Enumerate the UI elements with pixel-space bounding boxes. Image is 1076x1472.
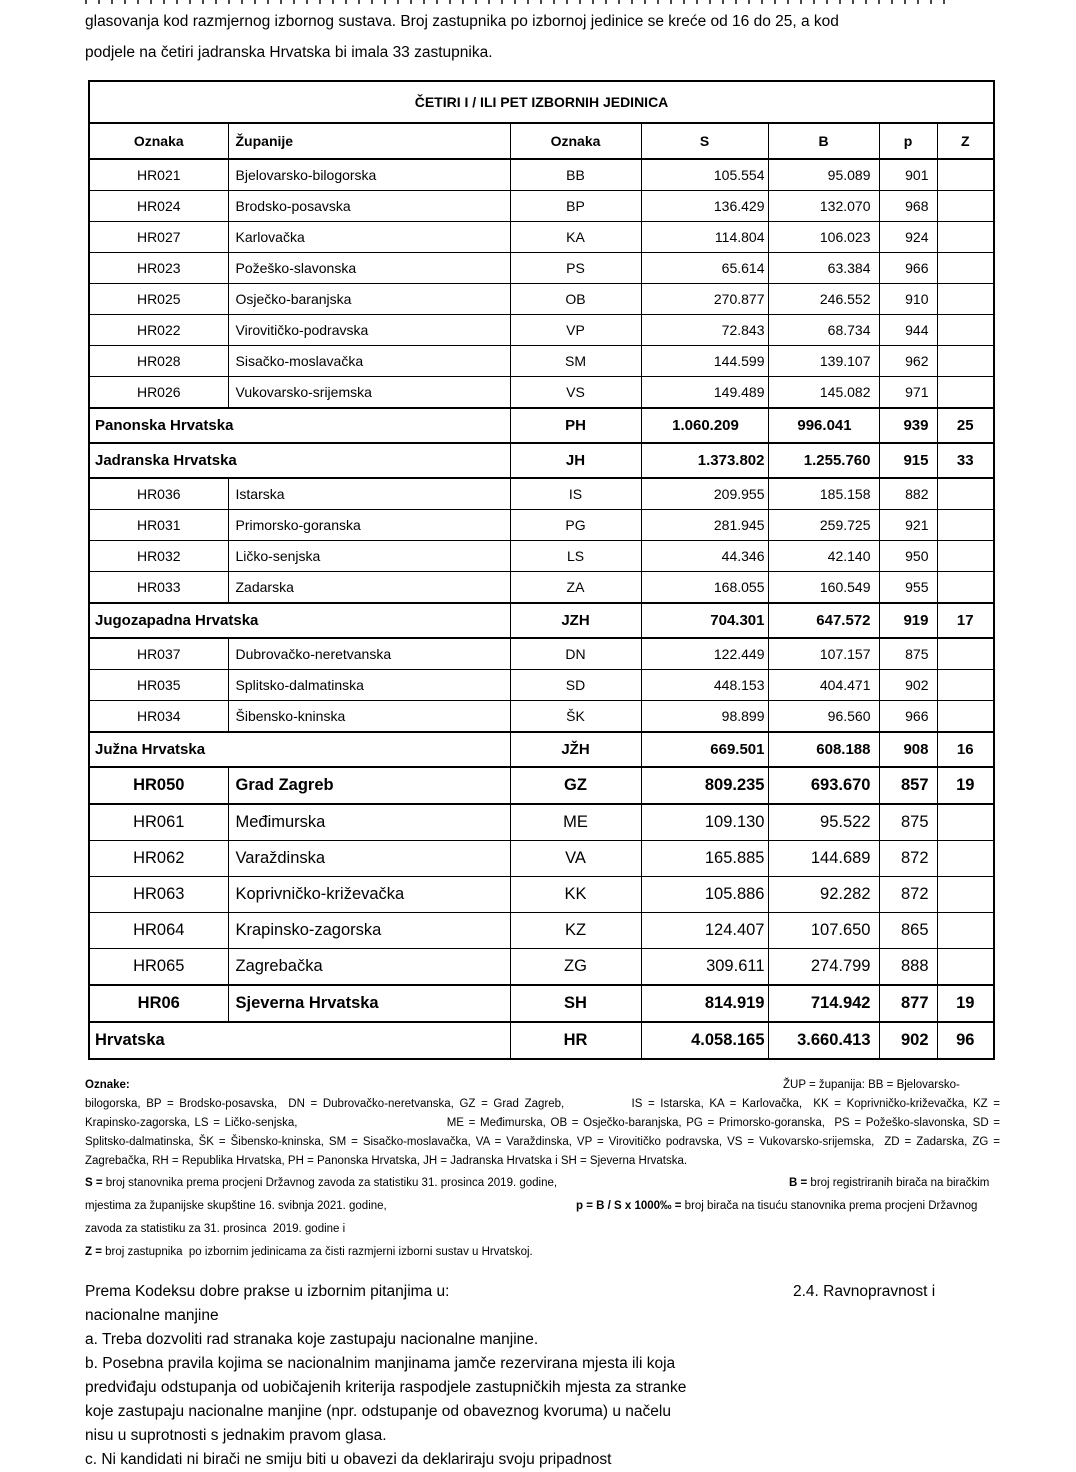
footnote-line xyxy=(85,1076,1000,1095)
footnote-text: Krapinsko-zagorska, LS = Ličko-senjska, ME = Međimurska, OB = Osječko-baranjska, PG = Primorsko-goranska, PS = Požeško-slavonska, SD = xyxy=(85,1117,1000,1129)
cell-county: Zadarska xyxy=(228,572,510,604)
cell-voters-b: 106.023 xyxy=(768,222,879,253)
cell-region: Južna Hrvatska xyxy=(89,732,510,767)
cell-seats-z: 17 xyxy=(937,603,994,638)
cell-abbr: KA xyxy=(510,222,641,253)
paragraph-text: c. Ni kandidati ni birači ne smiju biti u obavezi da deklariraju svoju pripadnost xyxy=(85,1451,612,1468)
footnote-line xyxy=(85,1243,1000,1262)
footnote-right-column xyxy=(783,1076,960,1095)
footnote-line xyxy=(85,1220,1000,1239)
footnote-text: ŽUP = županija: BB = Bjelovarsko- xyxy=(783,1079,960,1091)
paragraph-text: predviđaju odstupanja od uobičajenih kriterija raspodjele zastupničkih mjesta za stranke xyxy=(85,1379,687,1396)
cell-ratio-p: 875 xyxy=(879,804,937,841)
header-zupanije: Županije xyxy=(228,123,510,159)
cell-abbr: ZG xyxy=(510,949,641,986)
paragraph-line xyxy=(85,1352,1005,1376)
cell-seats-z: 19 xyxy=(937,767,994,804)
footnote-line xyxy=(85,1095,1000,1114)
cell-code: HR026 xyxy=(89,377,228,409)
cell-abbr: VS xyxy=(510,377,641,409)
cell-code: HR065 xyxy=(89,949,228,986)
cell-voters-b: 246.552 xyxy=(768,284,879,315)
paragraph-line xyxy=(85,1400,1005,1424)
cell-county: Grad Zagreb xyxy=(228,767,510,804)
cell-voters-b: 139.107 xyxy=(768,346,879,377)
paragraph-right-text: 2.4. Ravnopravnost i xyxy=(793,1283,936,1300)
table-row xyxy=(89,949,994,986)
table-row xyxy=(89,732,994,767)
table-row xyxy=(89,603,994,638)
cell-abbr: JŽH xyxy=(510,732,641,767)
cell-county: Zagrebačka xyxy=(228,949,510,986)
footnote-line xyxy=(85,1174,1000,1193)
cell-ratio-p: 966 xyxy=(879,253,937,284)
paragraph-text: nisu u suprotnosti s jednakim pravom glasa. xyxy=(85,1427,387,1444)
paragraph-text: koje zastupaju nacionalne manjine (npr. odstupanje od obaveznog kvoruma) u načelu xyxy=(85,1403,671,1420)
cell-population-s: 98.899 xyxy=(641,701,768,733)
table-row xyxy=(89,253,994,284)
table-title-row xyxy=(89,81,994,123)
cell-voters-b: 714.942 xyxy=(768,985,879,1022)
cell-population-s: 814.919 xyxy=(641,985,768,1022)
cell-population-s: 1.373.802 xyxy=(641,443,768,478)
cell-voters-b: 63.384 xyxy=(768,253,879,284)
cell-code: HR033 xyxy=(89,572,228,604)
cell-county: Karlovačka xyxy=(228,222,510,253)
paragraph-line xyxy=(85,1424,1005,1448)
cell-county: Istarska xyxy=(228,478,510,510)
cell-ratio-p: 901 xyxy=(879,159,937,191)
cell-seats-z xyxy=(937,670,994,701)
footnote-term: S = xyxy=(85,1177,106,1189)
paragraph-text: Prema Kodeksu dobre prakse u izbornim pitanjima u: xyxy=(85,1283,450,1300)
cell-population-s: 809.235 xyxy=(641,767,768,804)
cell-county: Brodsko-posavska xyxy=(228,191,510,222)
cell-county: Požeško-slavonska xyxy=(228,253,510,284)
cell-population-s: 72.843 xyxy=(641,315,768,346)
cell-abbr: IS xyxy=(510,478,641,510)
cell-abbr: SM xyxy=(510,346,641,377)
cell-seats-z xyxy=(937,913,994,949)
cell-ratio-p: 966 xyxy=(879,701,937,733)
paragraph-line xyxy=(85,1280,1005,1304)
cell-abbr: HR xyxy=(510,1022,641,1059)
footnote-text: broj birača na tisuću stanovnika prema procjeni Državnog xyxy=(684,1200,978,1212)
footnote-text: Splitsko-dalmatinska, ŠK = Šibensko-kninska, SM = Sisačko-moslavačka, VA = Varaždinska, VP = Virovitičko podravska, VS = Vukovarsko-srijemska, ZD = Zadarska, ZG = xyxy=(85,1136,1000,1148)
table-row xyxy=(89,346,994,377)
cell-code: HR050 xyxy=(89,767,228,804)
cell-county: Bjelovarsko-bilogorska xyxy=(228,159,510,191)
cell-code: HR062 xyxy=(89,841,228,877)
footnote-term: B = xyxy=(789,1177,811,1189)
cell-ratio-p: 971 xyxy=(879,377,937,409)
cell-voters-b: 693.670 xyxy=(768,767,879,804)
cell-code: HR023 xyxy=(89,253,228,284)
table-row xyxy=(89,985,994,1022)
cell-population-s: 168.055 xyxy=(641,572,768,604)
cell-voters-b: 1.255.760 xyxy=(768,443,879,478)
table-row xyxy=(89,541,994,572)
header-s: S xyxy=(641,123,768,159)
cell-population-s: 281.945 xyxy=(641,510,768,541)
cell-code: HR024 xyxy=(89,191,228,222)
cell-ratio-p: 888 xyxy=(879,949,937,986)
intro-line: podjele na četiri jadranska Hrvatska bi imala 33 zastupnika. xyxy=(85,44,493,61)
footnote-text: Zagrebačka, RH = Republika Hrvatska, PH = Panonska Hrvatska, JH = Jadranska Hrvatska i SH = Sjeverna Hrvatska. xyxy=(85,1155,688,1167)
table-row xyxy=(89,222,994,253)
cell-population-s: 136.429 xyxy=(641,191,768,222)
cell-county: Primorsko-goranska xyxy=(228,510,510,541)
cell-abbr: VA xyxy=(510,841,641,877)
cell-ratio-p: 872 xyxy=(879,841,937,877)
cell-ratio-p: 921 xyxy=(879,510,937,541)
cell-population-s: 105.554 xyxy=(641,159,768,191)
header-z: Z xyxy=(937,123,994,159)
cell-voters-b: 68.734 xyxy=(768,315,879,346)
electoral-units-table xyxy=(88,80,995,1060)
cell-abbr: BP xyxy=(510,191,641,222)
cell-seats-z xyxy=(937,638,994,670)
cell-county: Međimurska xyxy=(228,804,510,841)
cell-population-s: 65.614 xyxy=(641,253,768,284)
cell-seats-z xyxy=(937,804,994,841)
table-row xyxy=(89,284,994,315)
cell-voters-b: 3.660.413 xyxy=(768,1022,879,1059)
cell-ratio-p: 902 xyxy=(879,670,937,701)
cell-voters-b: 92.282 xyxy=(768,877,879,913)
cell-region: Hrvatska xyxy=(89,1022,510,1059)
cell-region: Jadranska Hrvatska xyxy=(89,443,510,478)
cell-seats-z xyxy=(937,159,994,191)
cell-seats-z xyxy=(937,949,994,986)
cell-population-s: 122.449 xyxy=(641,638,768,670)
cell-abbr: ŠK xyxy=(510,701,641,733)
cell-ratio-p: 955 xyxy=(879,572,937,604)
table-row xyxy=(89,510,994,541)
cell-abbr: KK xyxy=(510,877,641,913)
table-row xyxy=(89,701,994,733)
cell-seats-z xyxy=(937,222,994,253)
cell-seats-z xyxy=(937,346,994,377)
table-row xyxy=(89,670,994,701)
footnote-right-column xyxy=(576,1197,977,1216)
cell-county: Sjeverna Hrvatska xyxy=(228,985,510,1022)
cell-voters-b: 42.140 xyxy=(768,541,879,572)
footnote-term: Oznake: xyxy=(85,1079,130,1091)
table-row xyxy=(89,1022,994,1059)
cell-abbr: VP xyxy=(510,315,641,346)
cell-population-s: 44.346 xyxy=(641,541,768,572)
cell-county: Sisačko-moslavačka xyxy=(228,346,510,377)
cell-abbr: SD xyxy=(510,670,641,701)
paragraph-text: a. Treba dozvoliti rad stranaka koje zastupaju nacionalne manjine. xyxy=(85,1331,539,1348)
cell-region: Panonska Hrvatska xyxy=(89,408,510,443)
footnote-right-column xyxy=(789,1174,989,1193)
cell-ratio-p: 950 xyxy=(879,541,937,572)
cell-voters-b: 132.070 xyxy=(768,191,879,222)
cell-ratio-p: 872 xyxy=(879,877,937,913)
cell-code: HR022 xyxy=(89,315,228,346)
footnotes xyxy=(85,1076,1000,1262)
cell-code: HR061 xyxy=(89,804,228,841)
cell-ratio-p: 924 xyxy=(879,222,937,253)
cell-code: HR032 xyxy=(89,541,228,572)
clipped-text-fragments xyxy=(85,0,947,4)
cell-abbr: PS xyxy=(510,253,641,284)
cell-ratio-p: 857 xyxy=(879,767,937,804)
table-header-row xyxy=(89,123,994,159)
cell-code: HR021 xyxy=(89,159,228,191)
cell-voters-b: 95.089 xyxy=(768,159,879,191)
cell-seats-z: 25 xyxy=(937,408,994,443)
cell-voters-b: 96.560 xyxy=(768,701,879,733)
cell-county: Dubrovačko-neretvanska xyxy=(228,638,510,670)
cell-county: Koprivničko-križevačka xyxy=(228,877,510,913)
cell-county: Splitsko-dalmatinska xyxy=(228,670,510,701)
cell-ratio-p: 865 xyxy=(879,913,937,949)
paragraph-line xyxy=(85,1376,1005,1400)
paragraph-line xyxy=(85,1448,1005,1472)
cell-code: HR027 xyxy=(89,222,228,253)
footnote-text: zavoda za statistiku za 31. prosinca 2019. godine i xyxy=(85,1223,346,1235)
cell-county: Krapinsko-zagorska xyxy=(228,913,510,949)
cell-ratio-p: 902 xyxy=(879,1022,937,1059)
header-oznaka-2: Oznaka xyxy=(510,123,641,159)
cell-code: HR063 xyxy=(89,877,228,913)
cell-population-s: 309.611 xyxy=(641,949,768,986)
cell-population-s: 448.153 xyxy=(641,670,768,701)
paragraph-line xyxy=(85,1328,1005,1352)
cell-seats-z xyxy=(937,478,994,510)
cell-county: Osječko-baranjska xyxy=(228,284,510,315)
cell-seats-z xyxy=(937,841,994,877)
cell-ratio-p: 915 xyxy=(879,443,937,478)
cell-ratio-p: 882 xyxy=(879,478,937,510)
cell-population-s: 270.877 xyxy=(641,284,768,315)
cell-abbr: ZA xyxy=(510,572,641,604)
cell-code: HR025 xyxy=(89,284,228,315)
cell-abbr: OB xyxy=(510,284,641,315)
cell-population-s: 704.301 xyxy=(641,603,768,638)
cell-population-s: 669.501 xyxy=(641,732,768,767)
footnote-text: bilogorska, BP = Brodsko-posavska, DN = Dubrovačko-neretvanska, GZ = Grad Zagreb, IS = Istarska, KA = Karlovačka, KK = Koprivničko-križevačka, KZ = xyxy=(85,1098,1000,1110)
cell-seats-z: 33 xyxy=(937,443,994,478)
cell-seats-z xyxy=(937,315,994,346)
cell-population-s: 149.489 xyxy=(641,377,768,409)
cell-abbr: ME xyxy=(510,804,641,841)
cell-voters-b: 274.799 xyxy=(768,949,879,986)
cell-abbr: PH xyxy=(510,408,641,443)
cell-ratio-p: 944 xyxy=(879,315,937,346)
table-row xyxy=(89,841,994,877)
footnote-line xyxy=(85,1133,1000,1152)
cell-population-s: 165.885 xyxy=(641,841,768,877)
cell-ratio-p: 919 xyxy=(879,603,937,638)
table-row xyxy=(89,408,994,443)
cell-seats-z: 19 xyxy=(937,985,994,1022)
cell-seats-z xyxy=(937,541,994,572)
cell-voters-b: 185.158 xyxy=(768,478,879,510)
cell-voters-b: 107.157 xyxy=(768,638,879,670)
table-row xyxy=(89,159,994,191)
cell-seats-z: 96 xyxy=(937,1022,994,1059)
cell-population-s: 114.804 xyxy=(641,222,768,253)
table-row xyxy=(89,572,994,604)
header-oznaka-1: Oznaka xyxy=(89,123,228,159)
cell-county: Vukovarsko-srijemska xyxy=(228,377,510,409)
cell-seats-z xyxy=(937,572,994,604)
table-row xyxy=(89,443,994,478)
cell-abbr: JH xyxy=(510,443,641,478)
cell-voters-b: 996.041 xyxy=(768,408,879,443)
cell-population-s: 109.130 xyxy=(641,804,768,841)
cell-code: HR036 xyxy=(89,478,228,510)
cell-seats-z xyxy=(937,701,994,733)
table-row xyxy=(89,804,994,841)
footnote-term: p = B / S x 1000‰ = xyxy=(576,1200,685,1212)
table-row xyxy=(89,638,994,670)
cell-population-s: 209.955 xyxy=(641,478,768,510)
header-b: B xyxy=(768,123,879,159)
cell-voters-b: 95.522 xyxy=(768,804,879,841)
cell-seats-z xyxy=(937,253,994,284)
cell-voters-b: 160.549 xyxy=(768,572,879,604)
closing-paragraph xyxy=(85,1280,1005,1472)
cell-population-s: 144.599 xyxy=(641,346,768,377)
cell-abbr: GZ xyxy=(510,767,641,804)
paragraph-text: nacionalne manjine xyxy=(85,1307,219,1324)
cell-county: Šibensko-kninska xyxy=(228,701,510,733)
cell-code: HR028 xyxy=(89,346,228,377)
cell-population-s: 124.407 xyxy=(641,913,768,949)
cell-code: HR035 xyxy=(89,670,228,701)
cell-county: Varaždinska xyxy=(228,841,510,877)
table-row xyxy=(89,478,994,510)
table-row xyxy=(89,377,994,409)
table-row xyxy=(89,877,994,913)
cell-county: Virovitičko-podravska xyxy=(228,315,510,346)
cell-voters-b: 145.082 xyxy=(768,377,879,409)
cell-ratio-p: 875 xyxy=(879,638,937,670)
intro-paragraph xyxy=(85,0,1005,68)
header-p: p xyxy=(879,123,937,159)
cell-population-s: 1.060.209 xyxy=(641,408,768,443)
footnote-text: broj zastupnika po izbornim jedinicama za čisti razmjerni izborni sustav u Hrvatskoj. xyxy=(105,1246,533,1258)
cell-seats-z: 16 xyxy=(937,732,994,767)
cell-ratio-p: 968 xyxy=(879,191,937,222)
cell-code: HR034 xyxy=(89,701,228,733)
footnote-text: broj stanovnika prema procjeni Državnog zavoda za statistiku 31. prosinca 2019. godine, xyxy=(105,1177,558,1189)
cell-population-s: 4.058.165 xyxy=(641,1022,768,1059)
cell-region: Jugozapadna Hrvatska xyxy=(89,603,510,638)
paragraph-text: b. Posebna pravila kojima se nacionalnim manjinama jamče rezervirana mjesta ili koja xyxy=(85,1355,676,1372)
footnote-line xyxy=(85,1152,1000,1171)
cell-seats-z xyxy=(937,284,994,315)
cell-ratio-p: 962 xyxy=(879,346,937,377)
cell-seats-z xyxy=(937,191,994,222)
cell-voters-b: 107.650 xyxy=(768,913,879,949)
cell-abbr: PG xyxy=(510,510,641,541)
cell-voters-b: 144.689 xyxy=(768,841,879,877)
cell-ratio-p: 939 xyxy=(879,408,937,443)
cell-voters-b: 647.572 xyxy=(768,603,879,638)
cell-abbr: JZH xyxy=(510,603,641,638)
table-row xyxy=(89,191,994,222)
cell-voters-b: 608.188 xyxy=(768,732,879,767)
cell-ratio-p: 910 xyxy=(879,284,937,315)
cell-ratio-p: 908 xyxy=(879,732,937,767)
footnote-text: mjestima za županijske skupštine 16. svibnja 2021. godine, xyxy=(85,1200,387,1212)
table-title: ČETIRI I / ILI PET IZBORNIH JEDINICA xyxy=(89,81,994,123)
cell-seats-z xyxy=(937,510,994,541)
footnote-line xyxy=(85,1197,1000,1216)
table-row xyxy=(89,913,994,949)
cell-code: HR037 xyxy=(89,638,228,670)
cell-voters-b: 259.725 xyxy=(768,510,879,541)
table-body xyxy=(89,159,994,1059)
page-content xyxy=(85,0,1005,1472)
cell-abbr: BB xyxy=(510,159,641,191)
cell-seats-z xyxy=(937,877,994,913)
cell-county: Ličko-senjska xyxy=(228,541,510,572)
paragraph-line xyxy=(85,1304,1005,1328)
cell-population-s: 105.886 xyxy=(641,877,768,913)
cell-seats-z xyxy=(937,377,994,409)
table-row xyxy=(89,767,994,804)
footnote-line xyxy=(85,1114,1000,1133)
cell-code: HR031 xyxy=(89,510,228,541)
footnote-term: Z = xyxy=(85,1246,106,1258)
cell-ratio-p: 877 xyxy=(879,985,937,1022)
cell-abbr: LS xyxy=(510,541,641,572)
table-row xyxy=(89,315,994,346)
cell-voters-b: 404.471 xyxy=(768,670,879,701)
footnote-text: broj registriranih birača na biračkim xyxy=(810,1177,990,1189)
cell-abbr: SH xyxy=(510,985,641,1022)
cell-abbr: DN xyxy=(510,638,641,670)
intro-line: glasovanja kod razmjernog izbornog sustava. Broj zastupnika po izbornoj jedinice se kreće od 16 do 25, a kod xyxy=(85,13,839,30)
cell-code: HR06 xyxy=(89,985,228,1022)
cell-code: HR064 xyxy=(89,913,228,949)
cell-abbr: KZ xyxy=(510,913,641,949)
